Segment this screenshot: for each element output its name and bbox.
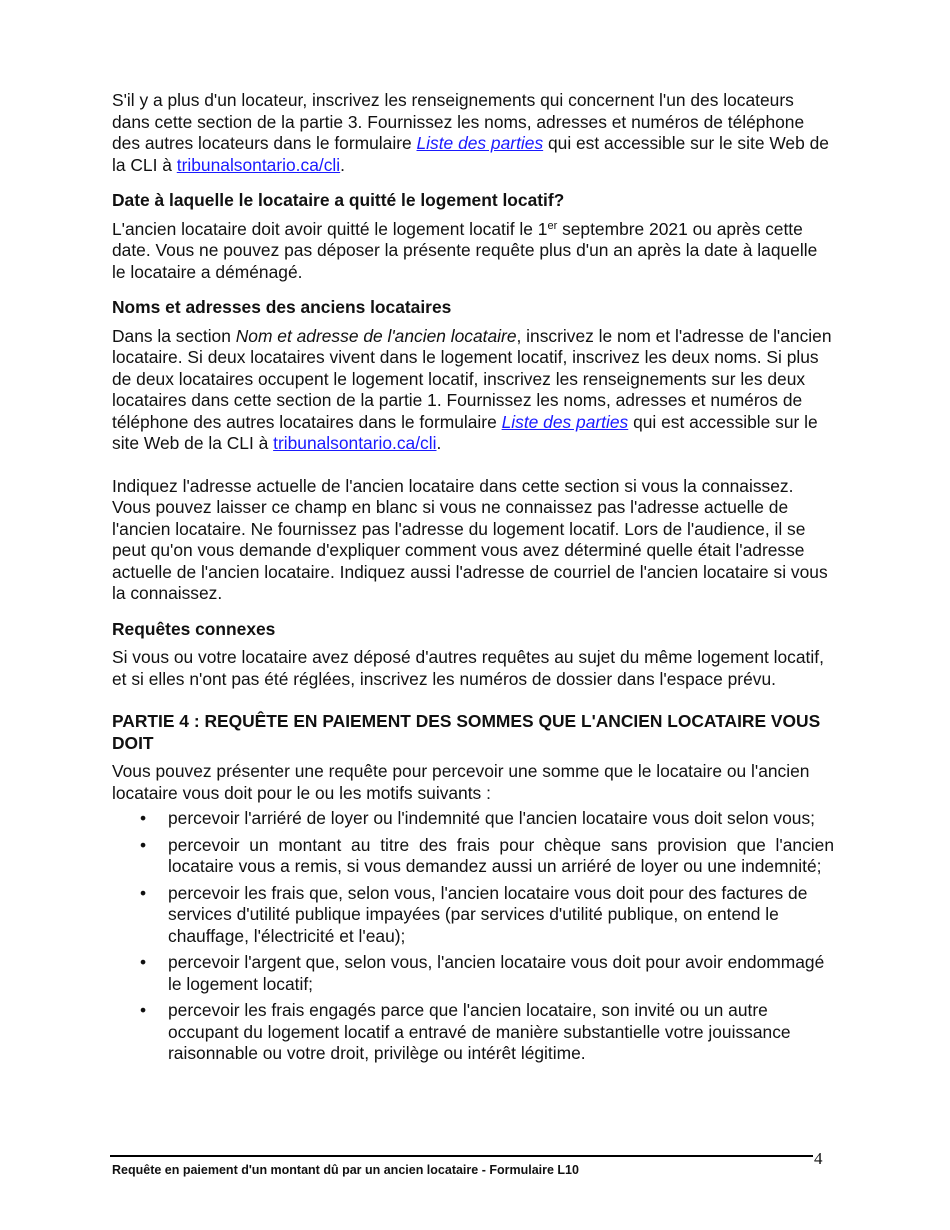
tribunals-ontario-link-2[interactable]: tribunalsontario.ca/cli — [273, 433, 437, 453]
former-tenants-period: . — [436, 433, 442, 453]
current-address-paragraph: Indiquez l'adresse actuelle de l'ancien locataire dans cette section si vous la connaissez. Vous pouvez laisser ce champ en blanc si vous ne connaissez pas l'adresse actuelle de l'ancien locataire. Ne fournissez pas l'adresse du logement locatif. Lors de l'audience, il se peut qu'on vous demande d'expliquer comment vous avez déterminé quelle était l'adresse actuelle de l'ancien locataire. Indiquez aussi l'adresse de courriel de l'ancien locataire si vous la connaissez. — [112, 475, 828, 603]
section-name-italic: Nom et adresse de l'ancien locataire — [235, 325, 517, 346]
bullet-icon: • — [140, 952, 147, 972]
list-item — [112, 1000, 834, 1065]
former-tenants-heading: Noms et adresses des anciens locataires — [112, 297, 452, 317]
move-out-date-heading: Date à laquelle le locataire a quitté le logement locatif? — [112, 190, 565, 210]
former-tenants-text-2: , inscrivez le nom et l'adresse de l'ancien locataire. Si deux locataires vivent dans le logement locatif, inscrivez les deux noms. Si plus de deux locataires occupent le logement locatif, inscrivez les renseignements sur les deux locataires dans cette section de la partie 1. Fournissez les noms, adresses et numéros de téléphone des autres locataires dans le formulaire — [112, 325, 832, 432]
former-tenants-paragraph — [112, 326, 834, 455]
related-applications-paragraph: Si vous ou votre locataire avez déposé d'autres requêtes au sujet du même logement locatif, et si elles n'ont pas été réglées, inscrivez les numéros de dossier dans l'espace prévu. — [112, 647, 824, 689]
list-item-text: percevoir les frais engagés parce que l'ancien locataire, son invité ou un autre occupant du logement locatif a entravé de manière substantielle votre jouissance raisonnable ou votre droit, privilège ou intérêt légitime. — [168, 1000, 791, 1063]
move-out-text-1: L'ancien locataire doit avoir quitté le logement locatif le 1 — [112, 218, 548, 239]
list-item-text: percevoir l'arriéré de loyer ou l'indemnité que l'ancien locataire vous doit selon vous; — [168, 808, 816, 828]
move-out-text-2: septembre 2021 ou après cette date. Vous ne pouvez pas déposer la présente requête plus d'un an après la date à laquelle le locataire a déménagé. — [112, 218, 818, 282]
bullet-icon: • — [140, 1000, 147, 1020]
intro-text-2: qui est accessible sur le site Web de la CLI à — [112, 133, 829, 175]
bullet-icon: • — [140, 882, 147, 903]
tribunals-ontario-link[interactable]: tribunalsontario.ca/cli — [176, 154, 341, 175]
liste-des-parties-link-2[interactable]: Liste des parties — [501, 411, 629, 432]
bullet-icon: • — [140, 808, 147, 828]
intro-period: . — [340, 154, 345, 175]
document-body — [112, 90, 834, 1070]
footer-rule — [110, 1155, 813, 1157]
list-item — [112, 952, 834, 995]
list-item-text: percevoir l'argent que, selon vous, l'ancien locataire vous doit pour avoir endommagé le logement locatif; — [168, 952, 825, 994]
reasons-list — [112, 808, 834, 1065]
part-4-intro: Vous pouvez présenter une requête pour percevoir une somme que le locataire ou l'ancien locataire vous doit pour le ou les motifs suivants : — [112, 761, 810, 803]
list-item-text: percevoir un montant au titre des frais pour chèque sans provision que l'ancien locataire vous a remis, si vous demandez aussi un arriéré de loyer ou une indemnité; — [168, 834, 834, 876]
list-item — [112, 808, 834, 830]
move-out-date-paragraph — [112, 219, 834, 284]
related-applications-heading: Requêtes connexes — [112, 618, 276, 639]
liste-des-parties-link[interactable]: Liste des parties — [416, 133, 544, 153]
intro-paragraph — [112, 90, 834, 176]
former-tenants-text-3: qui est accessible sur le site Web de la CLI à — [112, 411, 818, 453]
list-item — [112, 835, 834, 878]
part-4-heading: PARTIE 4 : REQUÊTE EN PAIEMENT DES SOMMES QUE L'ANCIEN LOCATAIRE VOUS DOIT — [112, 711, 821, 753]
list-item — [112, 883, 834, 948]
former-tenants-text-1: Dans la section — [112, 325, 236, 346]
list-item-text: percevoir les frais que, selon vous, l'ancien locataire vous doit pour des factures de services d'utilité publique impayées (par services d'utilité publique, on entend le chauffage, l'électricité et l'eau); — [168, 882, 808, 946]
ordinal-superscript: er — [547, 219, 558, 232]
bullet-icon: • — [140, 834, 147, 855]
footer-form-title: Requête en paiement d'un montant dû par un ancien locataire - Formulaire L10 — [112, 1163, 579, 1177]
intro-text: S'il y a plus d'un locateur, inscrivez les renseignements qui concernent l'un des locateurs dans cette section de la partie 3. Fournissez les noms, adresses et numéros de téléphone des autres locateurs dans le formulaire — [112, 90, 805, 153]
page-number: 4 — [814, 1149, 823, 1168]
